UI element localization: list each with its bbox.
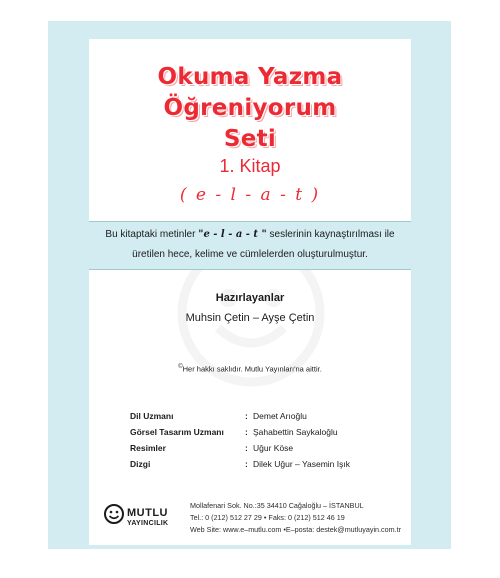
publisher-web: Web Site: www.e–mutlu.com •E–posta: destek@mutluyayin.com.tr	[190, 525, 402, 534]
publisher-phone: Tel.: 0 (212) 512 27 29 • Faks: 0 (212) 512 46 19	[190, 513, 345, 522]
copyright-notice	[89, 364, 411, 374]
letters-line: ( e - l - a - t )	[179, 185, 321, 205]
credit-row	[130, 408, 400, 424]
prepared-names: Muhsin Çetin – Ayşe Çetin	[185, 312, 315, 324]
credit-separator: :	[245, 459, 248, 469]
credit-role: Görsel Tasarım Uzmanı	[130, 427, 224, 437]
publisher-contact	[190, 500, 405, 536]
copyright-text: Her hakkı saklıdır. Mutlu Yayınları'na aittir.	[182, 364, 322, 374]
description-highlight: "e - l - a - t "	[198, 229, 267, 240]
credit-separator: :	[245, 427, 248, 437]
credit-role: Resimler	[130, 443, 166, 453]
credit-name: Dilek Uğur – Yasemin Işık	[253, 459, 350, 469]
credit-row	[130, 440, 400, 456]
title-line-3: Seti	[223, 126, 277, 152]
credit-role: Dil Uzmanı	[130, 411, 174, 421]
title-line-1: Okuma Yazma	[157, 64, 343, 90]
credits-list	[130, 408, 400, 472]
prepared-heading: Hazırlayanlar	[215, 292, 285, 304]
credit-name: Uğur Köse	[253, 443, 294, 453]
credit-role: Dizgi	[130, 459, 151, 469]
credit-name: Demet Arıoğlu	[253, 411, 307, 421]
publisher-name: MUTLU	[127, 507, 168, 519]
description-line-2: üretilen hece, kelime ve cümlelerden oluşturulmuştur.	[132, 249, 368, 260]
copyright-symbol: ©	[178, 364, 183, 370]
credit-separator: :	[245, 411, 248, 421]
publisher-address: Mollafenari Sok. No.:35 34410 Cağaloğlu – İSTANBUL	[190, 501, 364, 510]
credit-separator: :	[245, 443, 248, 453]
description-before: Bu kitaptaki metinler	[105, 229, 199, 240]
description-line-1	[89, 225, 411, 245]
publisher-subname: YAYINCILIK	[127, 520, 169, 527]
book-subtitle: 1. Kitap	[219, 156, 281, 176]
description-box	[89, 221, 411, 270]
description-after: seslerinin kaynaştırılması ile	[266, 229, 395, 240]
credit-row	[130, 456, 400, 472]
credit-name: Şahabettin Saykaloğlu	[253, 427, 338, 437]
credit-row	[130, 424, 400, 440]
title-line-2: Öğreniyorum	[163, 95, 337, 121]
